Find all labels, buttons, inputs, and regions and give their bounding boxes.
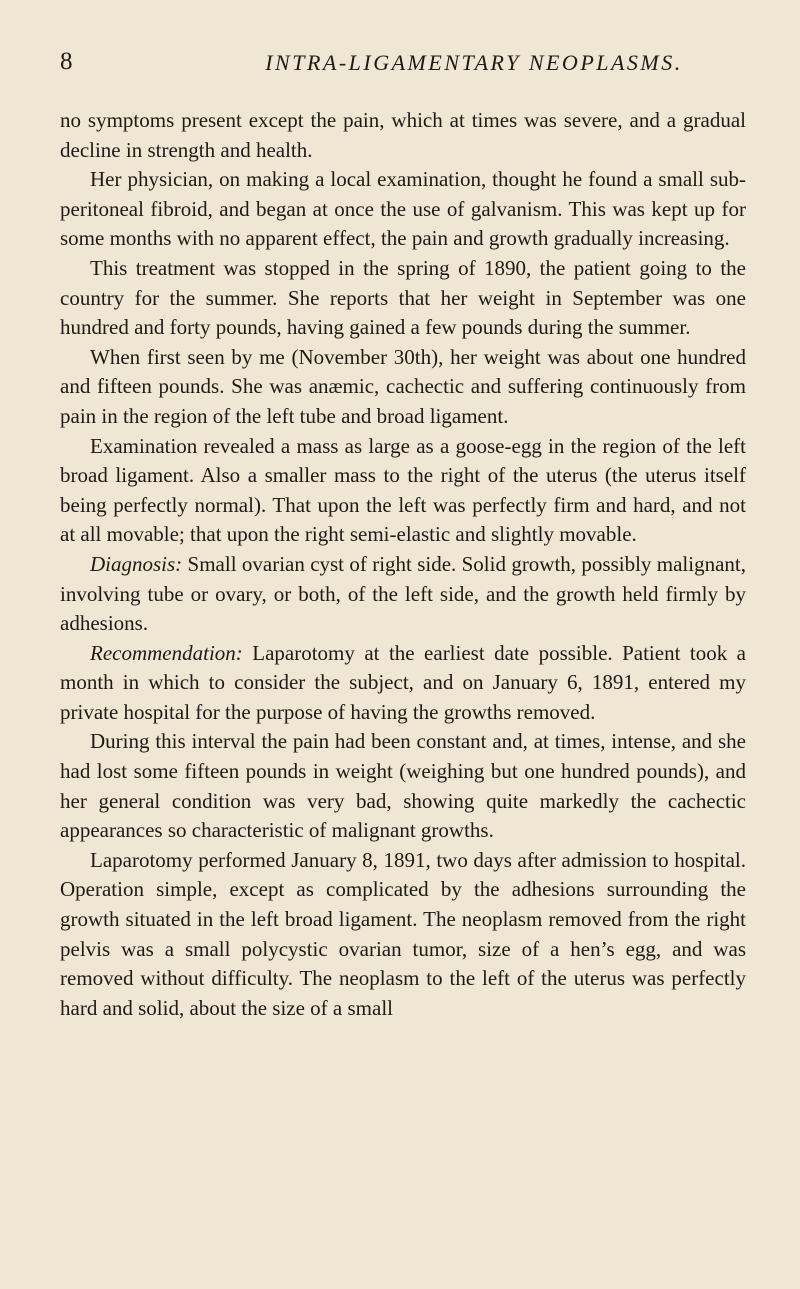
paragraph-text: Laparotomy at the earliest date possible. Patient took a month in which to consider the subject, and on January 6, 1891, entered my private hospital for the purpose of having the growths removed. bbox=[60, 640, 746, 724]
paragraph-recommendation bbox=[60, 639, 746, 728]
paragraph bbox=[60, 432, 746, 550]
paragraph-text: When first seen by me (November 30th), her weight was about one hundred and fifteen pounds. She was anæmic, cachectic and suffering continuously from pain in the region of the left tube and broad ligament. bbox=[60, 344, 746, 428]
paragraph-text: Her physician, on making a local examination, thought he found a small sub-peritoneal fibroid, and began at once the use of galvanism. This was kept up for some months with no apparent effect, the pain and growth gradually increasing. bbox=[60, 167, 746, 251]
paragraph-text: no symptoms present except the pain, which at times was severe, and a gradual decline in strength and health. bbox=[60, 108, 746, 162]
page-header bbox=[60, 48, 748, 82]
paragraph-text: This treatment was stopped in the spring of 1890, the patient going to the country for the summer. She reports that her weight in September was one hundred and forty pounds, having gained a few pounds during the summer. bbox=[60, 255, 746, 340]
paragraph-text: Small ovarian cyst of right side. Solid growth, possibly malignant, involving tube or ovary, or both, of the left side, and the growth held firmly by adhesions. bbox=[60, 551, 746, 636]
paragraph-continued bbox=[60, 106, 746, 165]
paragraph bbox=[60, 343, 746, 432]
paragraph bbox=[60, 846, 746, 1024]
paragraph-text: Laparotomy performed January 8, 1891, two days after admission to hospital. Operation simple, except as complicated by the adhesions surrounding the growth situated in the left broad ligament. The neoplasm removed from the right pelvis was a small polycystic ovarian tumor, size of a hen’s egg, and was removed without difficulty. The neoplasm to the left of the uterus was perfectly hard and solid, about the size of a small bbox=[60, 847, 746, 1020]
paragraph bbox=[60, 727, 746, 845]
paragraph-text: Examination revealed a mass as large as a goose-egg in the region of the left broad ligament. Also a smaller mass to the right of the uterus (the uterus itself being perfectly normal). That upon the left was perfectly firm and hard, and not at all movable; that upon the right semi-elastic and slightly movable. bbox=[60, 433, 746, 547]
paragraph bbox=[60, 254, 746, 343]
paragraph-text: During this interval the pain had been constant and, at times, intense, and she had lost some fifteen pounds in weight (weighing but one hundred pounds), and her general condition was very bad, showing quite markedly the cachectic appearances so characteristic of malignant growths. bbox=[60, 729, 746, 843]
paragraph bbox=[60, 165, 746, 254]
recommendation-label: Recommendation: bbox=[90, 640, 243, 665]
diagnosis-label: Diagnosis: bbox=[90, 551, 183, 576]
running-head: INTRA-LIGAMENTARY NEOPLASMS. bbox=[265, 50, 683, 75]
body-text bbox=[60, 106, 746, 1023]
paragraph-diagnosis bbox=[60, 550, 746, 639]
page-number: 8 bbox=[60, 48, 73, 75]
